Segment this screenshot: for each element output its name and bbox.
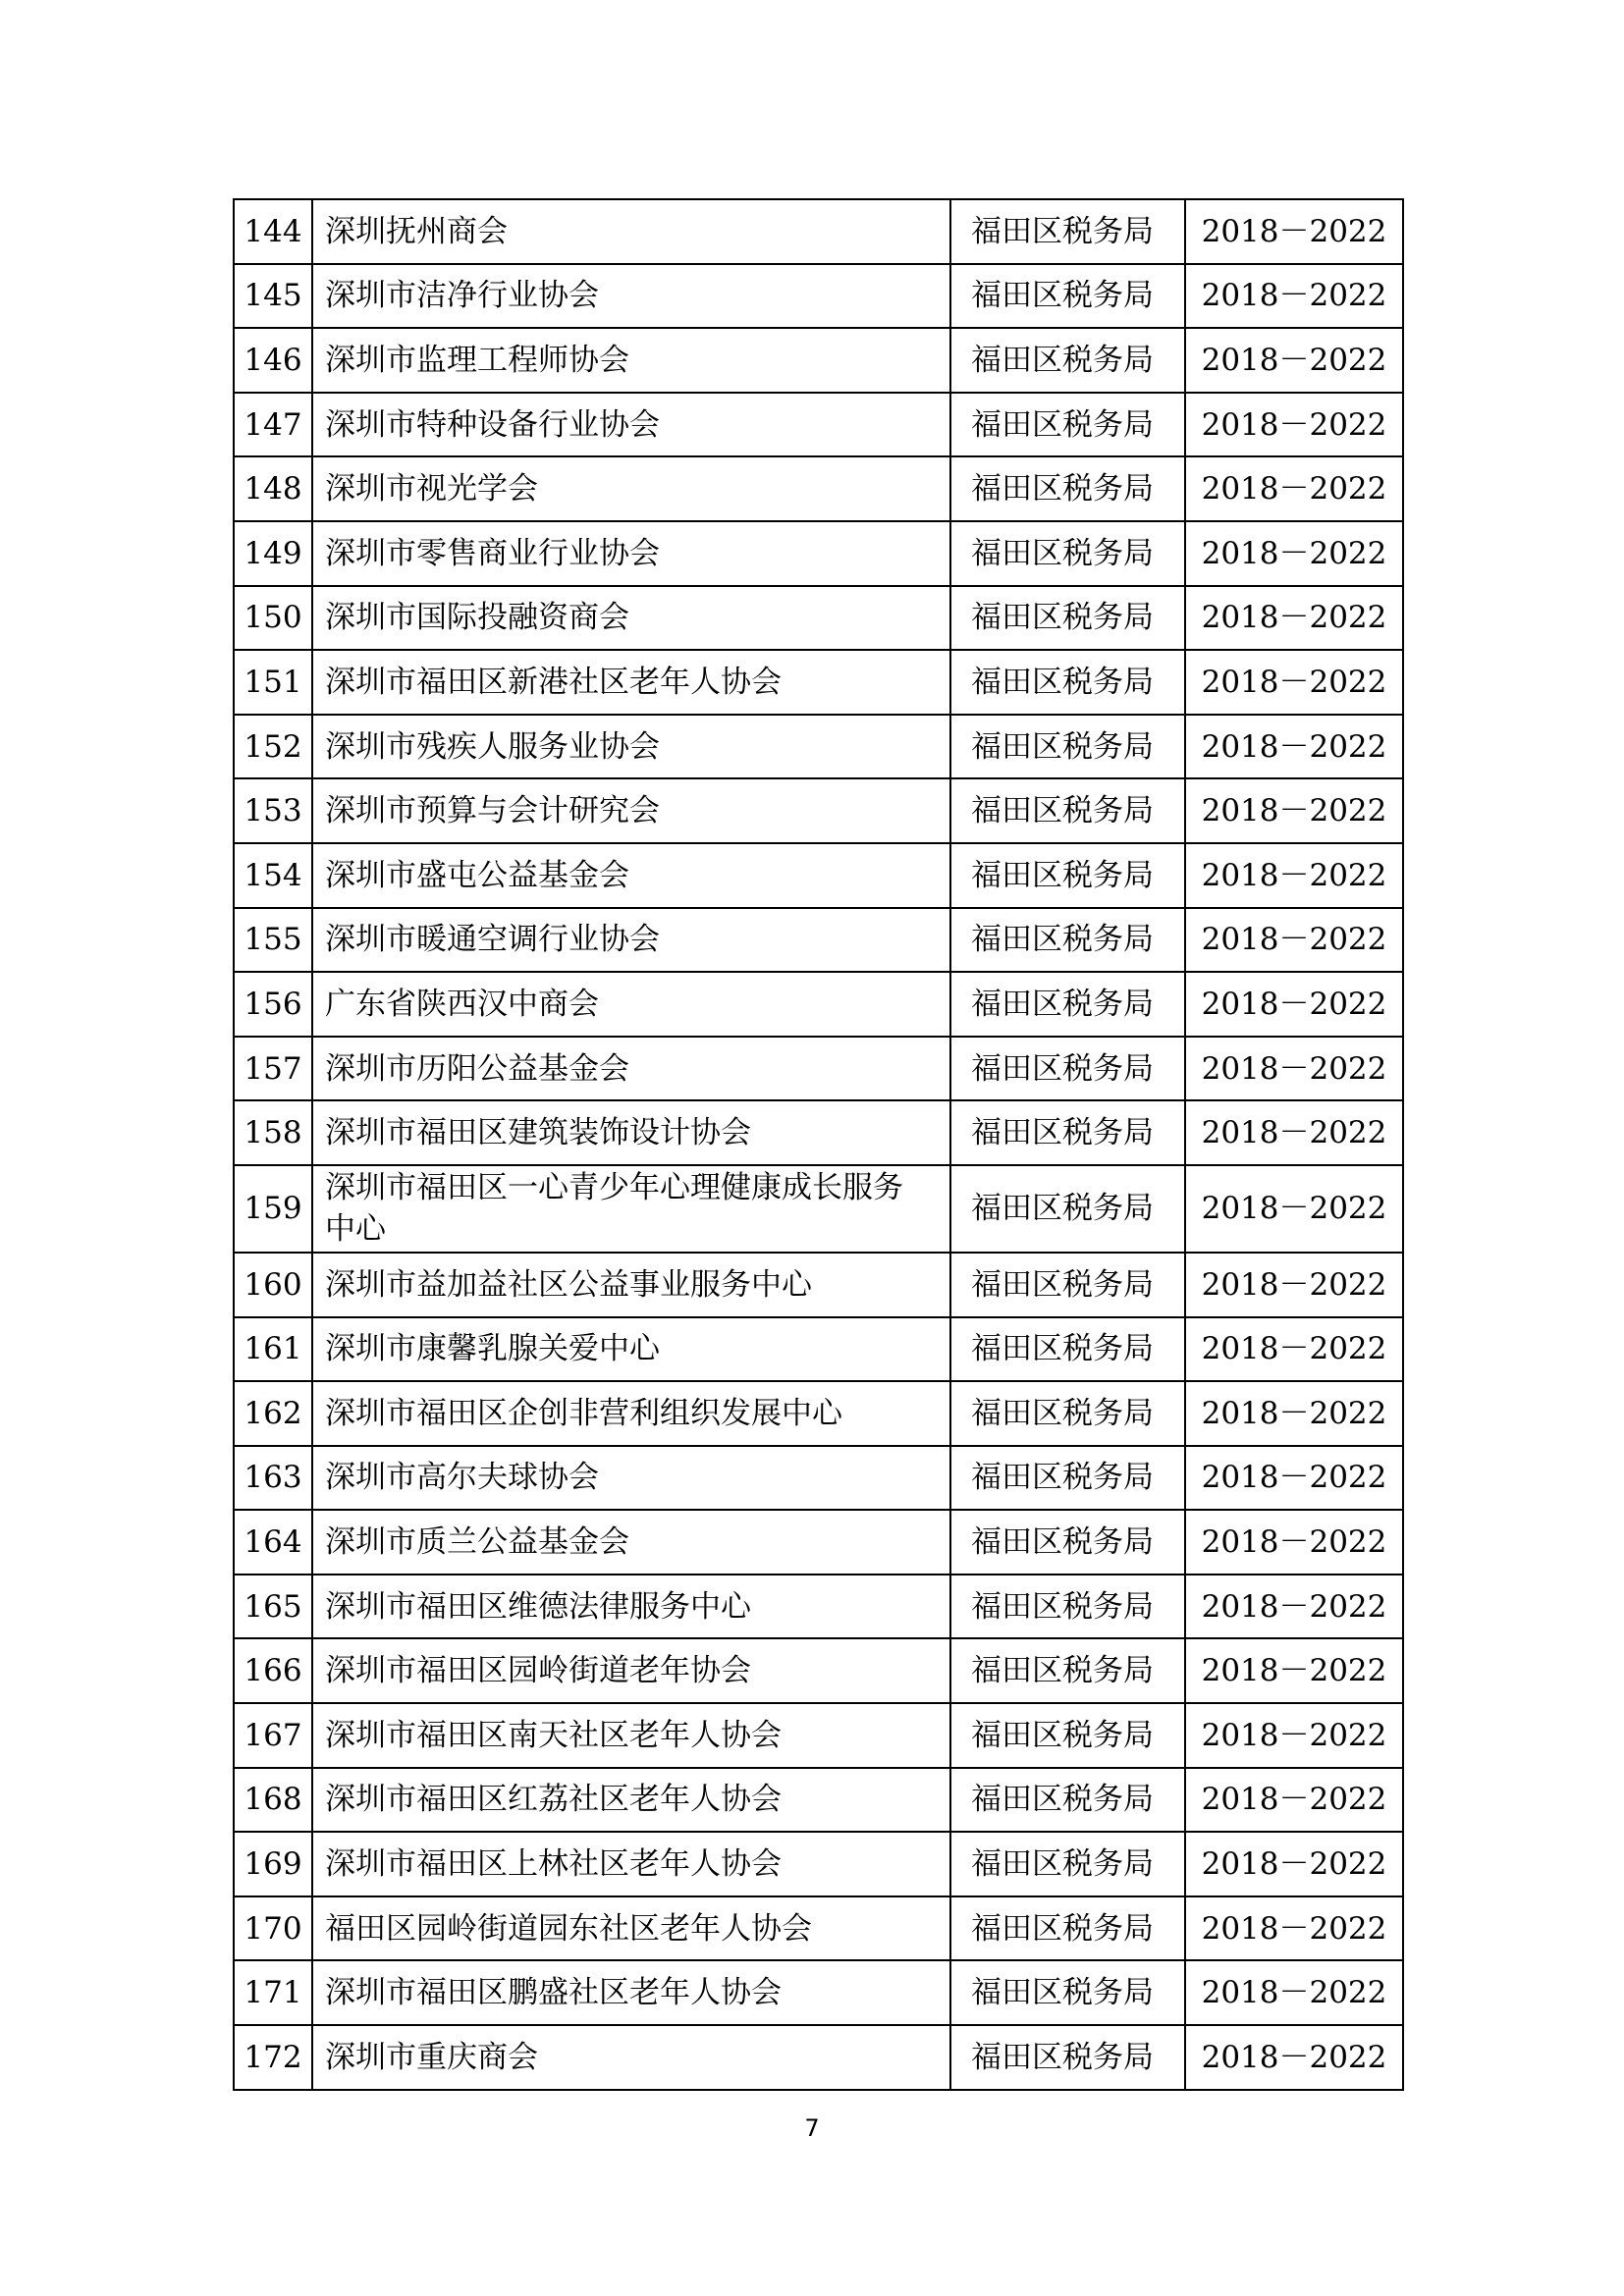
row-number-cell: 170 [234, 1896, 312, 1961]
organization-name-cell: 深圳市高尔夫球协会 [312, 1446, 950, 1511]
table-body [234, 199, 1403, 2090]
department-cell: 福田区税务局 [950, 199, 1185, 264]
table-row [234, 1575, 1403, 1639]
years-cell: 2018－2022 [1185, 456, 1403, 521]
row-number-cell: 163 [234, 1446, 312, 1511]
years-cell: 2018－2022 [1185, 972, 1403, 1037]
table-row [234, 1100, 1403, 1165]
organization-name-cell: 深圳市残疾人服务业协会 [312, 715, 950, 779]
department-cell: 福田区税务局 [950, 1037, 1185, 1101]
organization-name-cell: 深圳市盛屯公益基金会 [312, 843, 950, 908]
years-cell: 2018－2022 [1185, 393, 1403, 457]
department-cell: 福田区税务局 [950, 1446, 1185, 1511]
row-number-cell: 172 [234, 2025, 312, 2090]
row-number-cell: 157 [234, 1037, 312, 1101]
row-number-cell: 162 [234, 1381, 312, 1446]
organization-name-cell: 深圳市特种设备行业协会 [312, 393, 950, 457]
years-cell: 2018－2022 [1185, 1446, 1403, 1511]
department-cell: 福田区税务局 [950, 1381, 1185, 1446]
department-cell: 福田区税务局 [950, 393, 1185, 457]
years-cell: 2018－2022 [1185, 521, 1403, 586]
department-cell: 福田区税务局 [950, 1832, 1185, 1896]
organization-table [233, 198, 1404, 2091]
years-cell: 2018－2022 [1185, 1253, 1403, 1317]
department-cell: 福田区税务局 [950, 1638, 1185, 1703]
organization-name-cell: 深圳抚州商会 [312, 199, 950, 264]
table-row [234, 908, 1403, 973]
organization-name-cell: 深圳市福田区维德法律服务中心 [312, 1575, 950, 1639]
table-row [234, 778, 1403, 843]
organization-name-cell: 深圳市福田区一心青少年心理健康成长服务中心 [312, 1165, 950, 1253]
organization-name-cell: 深圳市洁净行业协会 [312, 264, 950, 329]
organization-name-cell: 深圳市视光学会 [312, 456, 950, 521]
organization-name-cell: 深圳市监理工程师协会 [312, 328, 950, 393]
department-cell: 福田区税务局 [950, 843, 1185, 908]
table-row [234, 1703, 1403, 1768]
years-cell: 2018－2022 [1185, 1703, 1403, 1768]
row-number-cell: 164 [234, 1510, 312, 1575]
department-cell: 福田区税务局 [950, 1100, 1185, 1165]
table-row [234, 586, 1403, 651]
row-number-cell: 158 [234, 1100, 312, 1165]
organization-name-cell: 福田区园岭街道园东社区老年人协会 [312, 1896, 950, 1961]
table-row [234, 1768, 1403, 1833]
table-row [234, 1832, 1403, 1896]
years-cell: 2018－2022 [1185, 328, 1403, 393]
table-row [234, 843, 1403, 908]
years-cell: 2018－2022 [1185, 2025, 1403, 2090]
table-row [234, 1381, 1403, 1446]
years-cell: 2018－2022 [1185, 1832, 1403, 1896]
years-cell: 2018－2022 [1185, 1638, 1403, 1703]
years-cell: 2018－2022 [1185, 908, 1403, 973]
table-row [234, 1165, 1403, 1253]
department-cell: 福田区税务局 [950, 1165, 1185, 1253]
department-cell: 福田区税务局 [950, 328, 1185, 393]
row-number-cell: 148 [234, 456, 312, 521]
table-row [234, 456, 1403, 521]
department-cell: 福田区税务局 [950, 456, 1185, 521]
row-number-cell: 150 [234, 586, 312, 651]
row-number-cell: 153 [234, 778, 312, 843]
department-cell: 福田区税务局 [950, 1317, 1185, 1382]
organization-name-cell: 深圳市暖通空调行业协会 [312, 908, 950, 973]
department-cell: 福田区税务局 [950, 1768, 1185, 1833]
organization-name-cell: 深圳市福田区新港社区老年人协会 [312, 650, 950, 715]
department-cell: 福田区税务局 [950, 1510, 1185, 1575]
row-number-cell: 156 [234, 972, 312, 1037]
years-cell: 2018－2022 [1185, 1896, 1403, 1961]
row-number-cell: 166 [234, 1638, 312, 1703]
years-cell: 2018－2022 [1185, 586, 1403, 651]
page-number: 7 [804, 2114, 820, 2142]
department-cell: 福田区税务局 [950, 908, 1185, 973]
department-cell: 福田区税务局 [950, 778, 1185, 843]
years-cell: 2018－2022 [1185, 1768, 1403, 1833]
table-row [234, 715, 1403, 779]
years-cell: 2018－2022 [1185, 1100, 1403, 1165]
row-number-cell: 165 [234, 1575, 312, 1639]
table-row [234, 1638, 1403, 1703]
row-number-cell: 152 [234, 715, 312, 779]
table-row [234, 1253, 1403, 1317]
organization-name-cell: 深圳市预算与会计研究会 [312, 778, 950, 843]
table-row [234, 264, 1403, 329]
table-row [234, 1896, 1403, 1961]
years-cell: 2018－2022 [1185, 1037, 1403, 1101]
organization-name-cell: 深圳市福田区红荔社区老年人协会 [312, 1768, 950, 1833]
table-row [234, 1510, 1403, 1575]
department-cell: 福田区税务局 [950, 1960, 1185, 2025]
table-row [234, 393, 1403, 457]
row-number-cell: 160 [234, 1253, 312, 1317]
organization-name-cell: 深圳市福田区建筑装饰设计协会 [312, 1100, 950, 1165]
department-cell: 福田区税务局 [950, 264, 1185, 329]
row-number-cell: 168 [234, 1768, 312, 1833]
table-row [234, 1317, 1403, 1382]
organization-name-cell: 深圳市福田区南天社区老年人协会 [312, 1703, 950, 1768]
department-cell: 福田区税务局 [950, 2025, 1185, 2090]
row-number-cell: 171 [234, 1960, 312, 2025]
table-row [234, 1446, 1403, 1511]
years-cell: 2018－2022 [1185, 778, 1403, 843]
years-cell: 2018－2022 [1185, 1317, 1403, 1382]
organization-name-cell: 深圳市康馨乳腺关爱中心 [312, 1317, 950, 1382]
organization-name-cell: 深圳市历阳公益基金会 [312, 1037, 950, 1101]
row-number-cell: 151 [234, 650, 312, 715]
table-row [234, 328, 1403, 393]
department-cell: 福田区税务局 [950, 1253, 1185, 1317]
organization-name-cell: 深圳市重庆商会 [312, 2025, 950, 2090]
years-cell: 2018－2022 [1185, 1381, 1403, 1446]
table-row [234, 199, 1403, 264]
table-row [234, 972, 1403, 1037]
row-number-cell: 155 [234, 908, 312, 973]
department-cell: 福田区税务局 [950, 1575, 1185, 1639]
years-cell: 2018－2022 [1185, 1960, 1403, 2025]
years-cell: 2018－2022 [1185, 1575, 1403, 1639]
organization-name-cell: 深圳市福田区鹏盛社区老年人协会 [312, 1960, 950, 2025]
table-row [234, 1960, 1403, 2025]
row-number-cell: 167 [234, 1703, 312, 1768]
organization-name-cell: 广东省陕西汉中商会 [312, 972, 950, 1037]
department-cell: 福田区税务局 [950, 1703, 1185, 1768]
row-number-cell: 154 [234, 843, 312, 908]
organization-name-cell: 深圳市零售商业行业协会 [312, 521, 950, 586]
table-row [234, 1037, 1403, 1101]
row-number-cell: 159 [234, 1165, 312, 1253]
department-cell: 福田区税务局 [950, 521, 1185, 586]
department-cell: 福田区税务局 [950, 586, 1185, 651]
organization-name-cell: 深圳市福田区上林社区老年人协会 [312, 1832, 950, 1896]
row-number-cell: 145 [234, 264, 312, 329]
department-cell: 福田区税务局 [950, 972, 1185, 1037]
years-cell: 2018－2022 [1185, 650, 1403, 715]
organization-name-cell: 深圳市益加益社区公益事业服务中心 [312, 1253, 950, 1317]
row-number-cell: 147 [234, 393, 312, 457]
row-number-cell: 161 [234, 1317, 312, 1382]
row-number-cell: 144 [234, 199, 312, 264]
row-number-cell: 149 [234, 521, 312, 586]
table-row [234, 521, 1403, 586]
table-row [234, 2025, 1403, 2090]
organization-name-cell: 深圳市福田区企创非营利组织发展中心 [312, 1381, 950, 1446]
department-cell: 福田区税务局 [950, 650, 1185, 715]
organization-name-cell: 深圳市质兰公益基金会 [312, 1510, 950, 1575]
years-cell: 2018－2022 [1185, 1165, 1403, 1253]
years-cell: 2018－2022 [1185, 843, 1403, 908]
organization-name-cell: 深圳市福田区园岭街道老年协会 [312, 1638, 950, 1703]
years-cell: 2018－2022 [1185, 1510, 1403, 1575]
organization-name-cell: 深圳市国际投融资商会 [312, 586, 950, 651]
years-cell: 2018－2022 [1185, 715, 1403, 779]
department-cell: 福田区税务局 [950, 1896, 1185, 1961]
row-number-cell: 146 [234, 328, 312, 393]
row-number-cell: 169 [234, 1832, 312, 1896]
table-row [234, 650, 1403, 715]
department-cell: 福田区税务局 [950, 715, 1185, 779]
years-cell: 2018－2022 [1185, 264, 1403, 329]
years-cell: 2018－2022 [1185, 199, 1403, 264]
